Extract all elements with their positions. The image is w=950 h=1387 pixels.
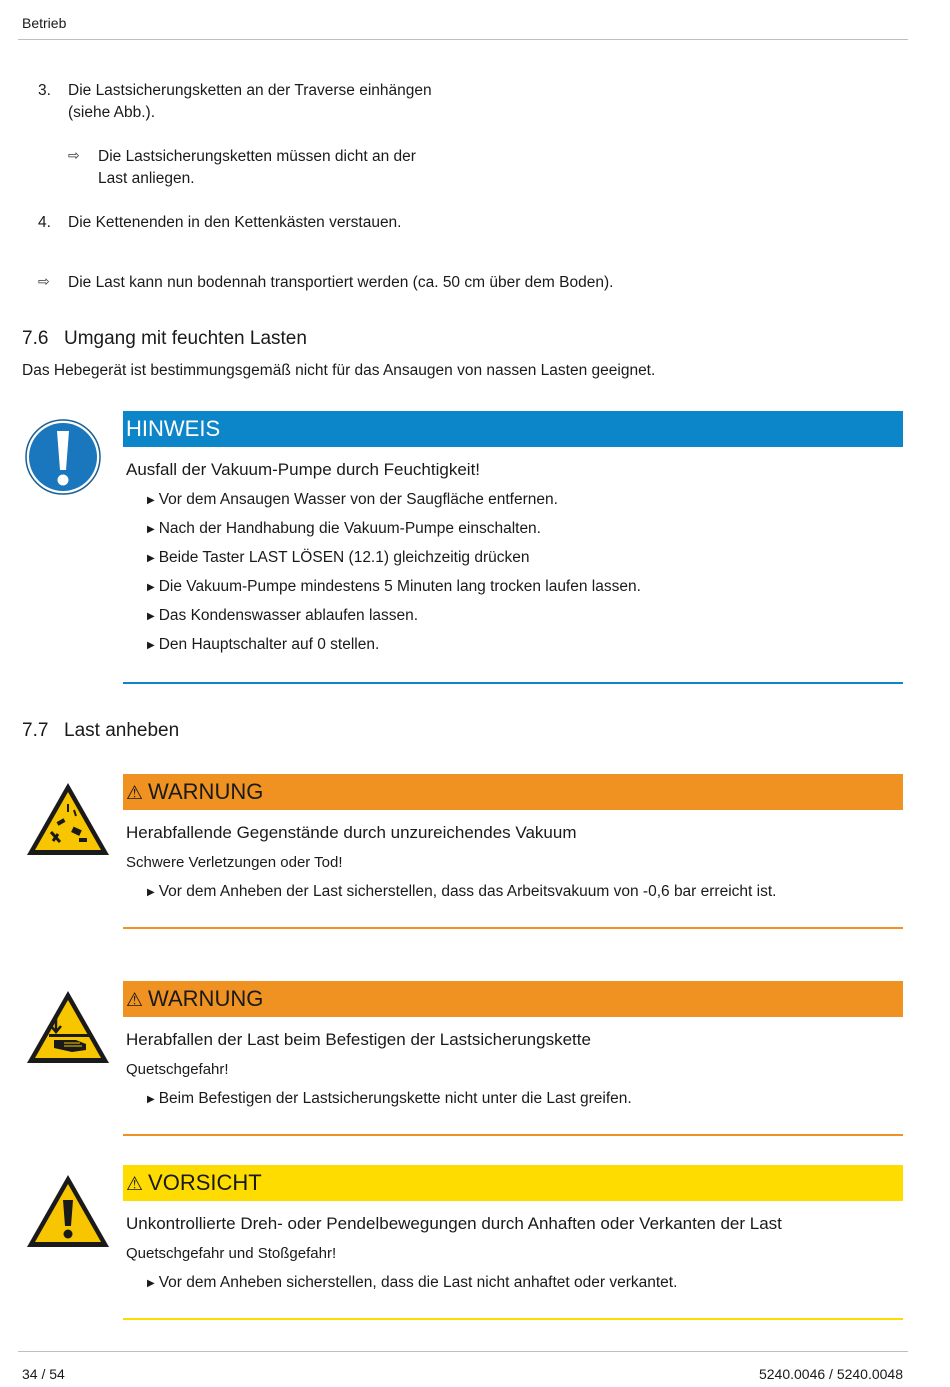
step-text-cont: (siehe Abb.). [68,104,156,121]
final-result: Die Last kann nun bodennah transportiert werden (ca. 50 cm über dem Boden). [68,274,614,291]
bullet-triangle-icon: ▶ [147,1278,155,1289]
hinweis-headline: Ausfall der Vakuum-Pumpe durch Feuchtigkeit! [126,460,481,479]
warning-triangle-icon: ⚠ [126,1174,144,1195]
general-warning-icon [24,1172,112,1250]
warnung-label: WARNUNG [148,986,264,1011]
list-item: ▶ Das Kondenswasser ablaufen lassen. [147,607,419,624]
warnung-bottom-rule [123,1134,903,1136]
header-rule [18,39,908,40]
bullet-triangle-icon: ▶ [147,553,155,564]
step-number: 4. [38,214,51,231]
vorsicht-bottom-rule [123,1318,903,1320]
warning-triangle-icon: ⚠ [126,783,144,804]
warning-triangle-icon: ⚠ [126,990,144,1011]
bullet-triangle-icon: ▶ [147,524,155,535]
warnung-signal-bar [123,774,903,810]
step-result: Die Lastsicherungsketten müssen dicht an der [98,148,416,165]
mandatory-exclamation-icon [24,418,102,496]
hinweis-signal-bar [123,411,903,447]
bullet-triangle-icon: ▶ [147,495,155,506]
section-intro: Das Hebegerät ist bestimmungsgemäß nicht für das Ansaugen von nassen Lasten geeignet. [22,362,656,379]
list-item: ▶ Beide Taster LAST LÖSEN (12.1) gleichzeitig drücken [147,549,530,566]
list-item: ▶ Nach der Handhabung die Vakuum-Pumpe einschalten. [147,520,541,537]
bullet-triangle-icon: ▶ [147,582,155,593]
bullet-triangle-icon: ▶ [147,640,155,651]
result-arrow-icon: ⇨ [38,273,50,289]
step-text: Die Lastsicherungsketten an der Traverse einhängen [68,82,432,99]
section-number: 7.7 [22,720,49,741]
warnung-headline: Herabfallende Gegenstände durch unzureichendes Vakuum [126,823,577,842]
result-arrow-icon: ⇨ [68,147,80,163]
footer-rule [18,1351,908,1352]
hand-crush-warning-icon [24,988,112,1066]
page-number: 34 / 54 [22,1366,65,1382]
vorsicht-signal-bar [123,1165,903,1201]
list-item: ▶ Vor dem Ansaugen Wasser von der Saugfläche entfernen. [147,491,558,508]
bullet-triangle-icon: ▶ [147,1094,155,1105]
vorsicht-consequence: Quetschgefahr und Stoßgefahr! [126,1245,337,1262]
running-header: Betrieb [22,15,67,31]
warnung-label: WARNUNG [148,779,264,804]
list-item: ▶ Vor dem Anheben der Last sicherstellen, dass das Arbeitsvakuum von -0,6 bar erreicht ist. [147,883,777,900]
step-result-cont: Last anliegen. [98,170,195,187]
bullet-triangle-icon: ▶ [147,611,155,622]
vorsicht-label: VORSICHT [148,1170,262,1195]
list-item: ▶ Beim Befestigen der Lastsicherungskette nicht unter die Last greifen. [147,1090,632,1107]
hinweis-bottom-rule [123,682,903,684]
falling-objects-warning-icon [24,780,112,858]
step-number: 3. [38,82,51,99]
document-number: 5240.0046 / 5240.0048 [758,1366,903,1382]
list-item: ▶ Den Hauptschalter auf 0 stellen. [147,636,380,653]
warnung-consequence: Quetschgefahr! [126,1061,229,1078]
section-number: 7.6 [22,328,49,349]
warnung-bottom-rule [123,927,903,929]
section-title: Umgang mit feuchten Lasten [64,328,307,349]
section-title: Last anheben [64,720,180,741]
warnung-signal-bar [123,981,903,1017]
warnung-consequence: Schwere Verletzungen oder Tod! [126,854,343,871]
bullet-triangle-icon: ▶ [147,887,155,898]
list-item: ▶ Vor dem Anheben sicherstellen, dass die Last nicht anhaftet oder verkantet. [147,1274,678,1291]
step-text: Die Kettenenden in den Kettenkästen verstauen. [68,214,402,231]
vorsicht-headline: Unkontrollierte Dreh- oder Pendelbewegungen durch Anhaften oder Verkanten der Last [126,1214,782,1233]
warnung-headline: Herabfallen der Last beim Befestigen der Lastsicherungskette [126,1030,591,1049]
list-item: ▶ Die Vakuum-Pumpe mindestens 5 Minuten lang trocken laufen lassen. [147,578,641,595]
hinweis-label: HINWEIS [126,416,221,441]
